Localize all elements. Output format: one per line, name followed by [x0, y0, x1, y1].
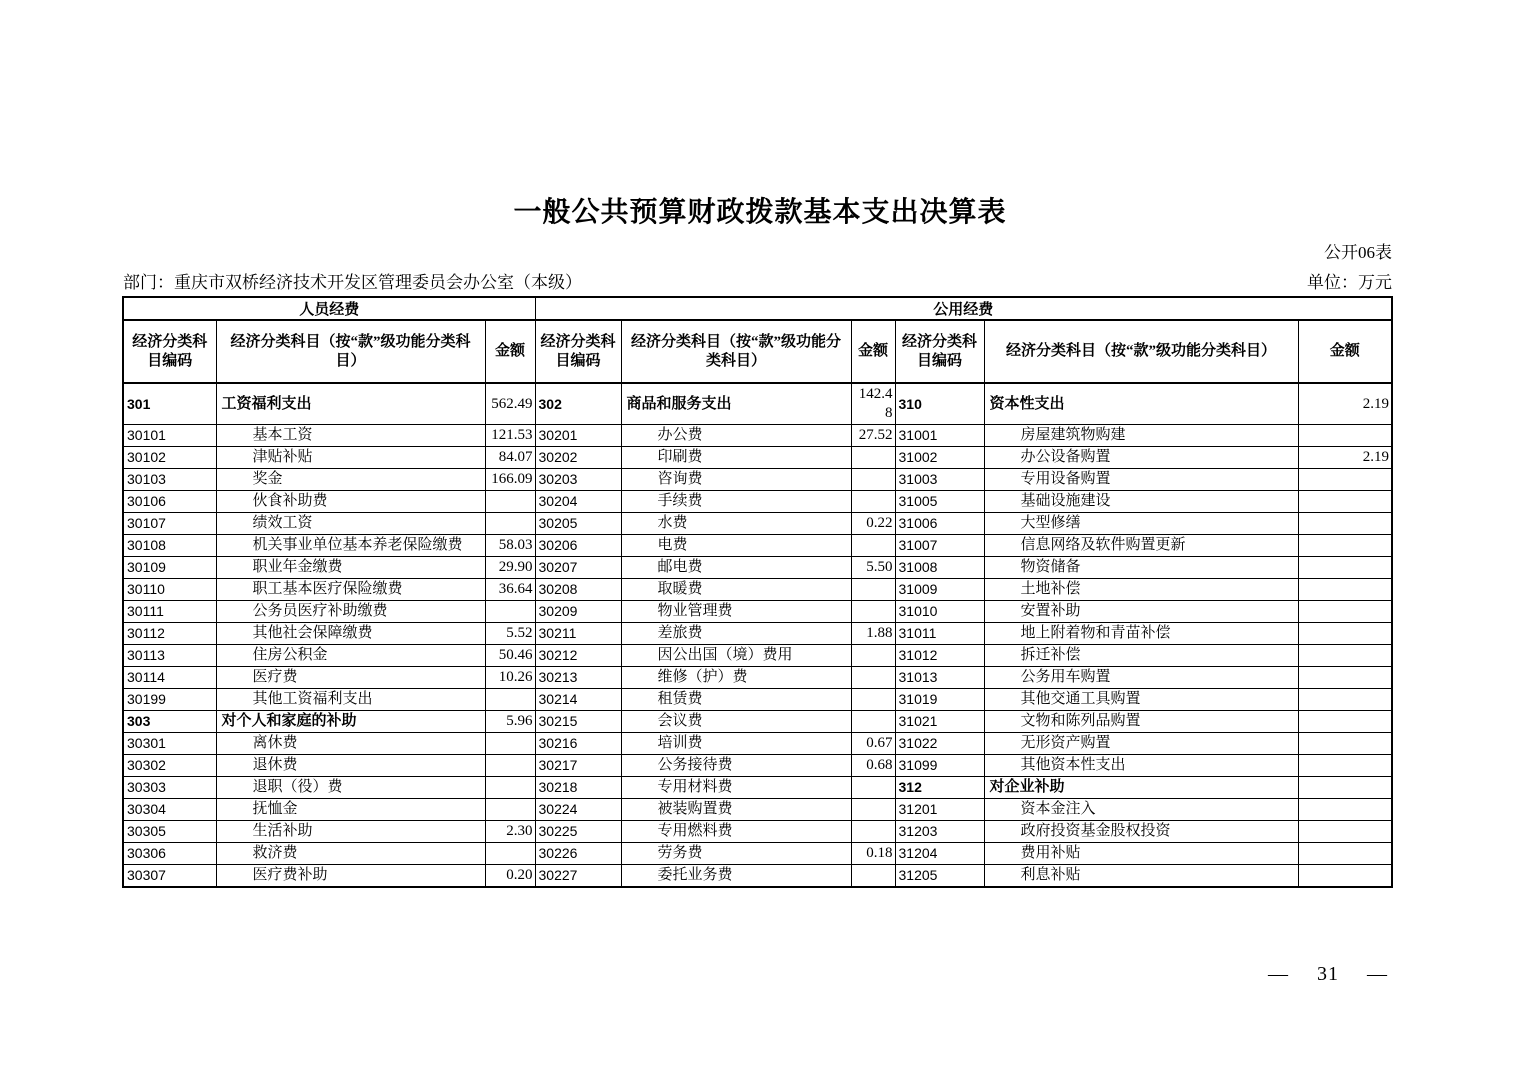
subject-cell: 其他社会保障缴费	[216, 623, 485, 645]
amount-cell: 36.64	[485, 579, 535, 601]
table-row	[123, 733, 1392, 755]
amount-cell	[1298, 557, 1392, 579]
code-cell: 31009	[895, 579, 984, 601]
code-cell: 30112	[123, 623, 216, 645]
subject-cell: 基本工资	[216, 425, 485, 447]
code-cell: 30224	[535, 799, 621, 821]
table-row	[123, 383, 1392, 425]
subject-cell: 生活补助	[216, 821, 485, 843]
amount-cell	[851, 711, 895, 733]
amount-cell	[1298, 535, 1392, 557]
table-row	[123, 579, 1392, 601]
amount-cell: 0.18	[851, 843, 895, 865]
subject-cell: 伙食补助费	[216, 491, 485, 513]
amount-cell: 50.46	[485, 645, 535, 667]
amount-cell: 5.50	[851, 557, 895, 579]
amount-cell: 2.19	[1298, 383, 1392, 425]
expenditure-table-wrapper	[122, 296, 1393, 888]
subject-cell: 大型修缮	[984, 513, 1298, 535]
amount-cell	[1298, 689, 1392, 711]
code-cell: 31010	[895, 601, 984, 623]
subject-cell: 津贴补贴	[216, 447, 485, 469]
amount-cell	[485, 843, 535, 865]
code-cell: 31022	[895, 733, 984, 755]
amount-cell	[485, 601, 535, 623]
table-row	[123, 469, 1392, 491]
amount-cell	[485, 491, 535, 513]
amount-cell	[1298, 865, 1392, 888]
code-cell: 30218	[535, 777, 621, 799]
subject-cell: 医疗费补助	[216, 865, 485, 888]
amount-cell	[1298, 667, 1392, 689]
subject-cell: 救济费	[216, 843, 485, 865]
group-header-personnel: 人员经费	[123, 297, 535, 320]
amount-cell: 29.90	[485, 557, 535, 579]
amount-cell: 84.07	[485, 447, 535, 469]
code-cell: 30227	[535, 865, 621, 888]
unit-label: 单位：万元	[1307, 273, 1392, 292]
table-row	[123, 425, 1392, 447]
code-cell: 30306	[123, 843, 216, 865]
code-cell: 312	[895, 777, 984, 799]
amount-cell	[1298, 579, 1392, 601]
col-header-subject-1: 经济分类科目（按“款”级功能分类科目）	[216, 320, 485, 383]
subject-cell: 抚恤金	[216, 799, 485, 821]
code-cell: 31204	[895, 843, 984, 865]
code-cell: 30225	[535, 821, 621, 843]
amount-cell	[851, 689, 895, 711]
amount-cell	[1298, 799, 1392, 821]
amount-cell	[851, 535, 895, 557]
code-cell: 31013	[895, 667, 984, 689]
subject-cell: 职业年金缴费	[216, 557, 485, 579]
code-cell: 30208	[535, 579, 621, 601]
code-cell: 31201	[895, 799, 984, 821]
code-cell: 310	[895, 383, 984, 425]
code-cell: 30213	[535, 667, 621, 689]
code-cell: 31011	[895, 623, 984, 645]
subject-cell: 物业管理费	[621, 601, 851, 623]
subject-cell: 其他交通工具购置	[984, 689, 1298, 711]
amount-cell	[1298, 711, 1392, 733]
amount-cell	[1298, 755, 1392, 777]
subject-cell: 职工基本医疗保险缴费	[216, 579, 485, 601]
amount-cell	[485, 513, 535, 535]
code-cell: 30211	[535, 623, 621, 645]
amount-cell	[851, 667, 895, 689]
amount-cell	[851, 865, 895, 888]
subject-cell: 工资福利支出	[216, 383, 485, 425]
amount-cell: 0.22	[851, 513, 895, 535]
subject-cell: 无形资产购置	[984, 733, 1298, 755]
table-row	[123, 557, 1392, 579]
code-cell: 31008	[895, 557, 984, 579]
amount-cell	[851, 645, 895, 667]
amount-cell	[1298, 623, 1392, 645]
subject-cell: 专用设备购置	[984, 469, 1298, 491]
code-cell: 30103	[123, 469, 216, 491]
table-row	[123, 447, 1392, 469]
subject-cell: 商品和服务支出	[621, 383, 851, 425]
subject-cell: 水费	[621, 513, 851, 535]
amount-cell: 142.48	[851, 383, 895, 425]
subject-cell: 印刷费	[621, 447, 851, 469]
table-row	[123, 513, 1392, 535]
code-cell: 30114	[123, 667, 216, 689]
subject-cell: 培训费	[621, 733, 851, 755]
table-row	[123, 843, 1392, 865]
subject-cell: 委托业务费	[621, 865, 851, 888]
amount-cell	[1298, 425, 1392, 447]
col-header-code-3: 经济分类科目编码	[895, 320, 984, 383]
subject-cell: 退职（役）费	[216, 777, 485, 799]
subject-cell: 租赁费	[621, 689, 851, 711]
code-cell: 30215	[535, 711, 621, 733]
code-cell: 30109	[123, 557, 216, 579]
subject-cell: 地上附着物和青苗补偿	[984, 623, 1298, 645]
code-cell: 31003	[895, 469, 984, 491]
code-cell: 31019	[895, 689, 984, 711]
table-row	[123, 667, 1392, 689]
subject-cell: 办公设备购置	[984, 447, 1298, 469]
page-number: — 31 —	[1268, 963, 1388, 985]
subject-cell: 退休费	[216, 755, 485, 777]
table-row	[123, 711, 1392, 733]
amount-cell	[851, 447, 895, 469]
code-cell: 30212	[535, 645, 621, 667]
amount-cell	[485, 755, 535, 777]
table-row	[123, 601, 1392, 623]
subject-cell: 机关事业单位基本养老保险缴费	[216, 535, 485, 557]
code-cell: 30203	[535, 469, 621, 491]
code-cell: 30216	[535, 733, 621, 755]
table-row	[123, 865, 1392, 888]
code-cell: 301	[123, 383, 216, 425]
subject-cell: 离休费	[216, 733, 485, 755]
subject-cell: 政府投资基金股权投资	[984, 821, 1298, 843]
col-header-subject-2: 经济分类科目（按“款”级功能分类科目）	[621, 320, 851, 383]
amount-cell: 166.09	[485, 469, 535, 491]
subject-cell: 资本性支出	[984, 383, 1298, 425]
subject-cell: 咨询费	[621, 469, 851, 491]
code-cell: 31099	[895, 755, 984, 777]
subject-cell: 奖金	[216, 469, 485, 491]
amount-cell	[1298, 733, 1392, 755]
amount-cell: 10.26	[485, 667, 535, 689]
code-cell: 30201	[535, 425, 621, 447]
code-cell: 303	[123, 711, 216, 733]
amount-cell	[851, 491, 895, 513]
subject-cell: 费用补贴	[984, 843, 1298, 865]
amount-cell: 0.68	[851, 755, 895, 777]
amount-cell	[851, 601, 895, 623]
col-header-subject-3: 经济分类科目（按“款”级功能分类科目）	[984, 320, 1298, 383]
code-cell: 30301	[123, 733, 216, 755]
code-cell: 30307	[123, 865, 216, 888]
col-header-amount-1: 金额	[485, 320, 535, 383]
group-header-public: 公用经费	[535, 297, 1392, 320]
expenditure-table	[122, 296, 1393, 888]
subject-cell: 维修（护）费	[621, 667, 851, 689]
subject-cell: 住房公积金	[216, 645, 485, 667]
table-row	[123, 491, 1392, 513]
amount-cell	[1298, 821, 1392, 843]
col-header-code-2: 经济分类科目编码	[535, 320, 621, 383]
code-cell: 30111	[123, 601, 216, 623]
amount-cell	[851, 777, 895, 799]
table-body	[123, 383, 1392, 887]
amount-cell	[851, 799, 895, 821]
amount-cell: 5.52	[485, 623, 535, 645]
subject-cell: 安置补助	[984, 601, 1298, 623]
page-title: 一般公共预算财政拨款基本支出决算表	[513, 197, 1007, 228]
code-cell: 31007	[895, 535, 984, 557]
code-cell: 31005	[895, 491, 984, 513]
table-row	[123, 755, 1392, 777]
code-cell: 30113	[123, 645, 216, 667]
amount-cell: 121.53	[485, 425, 535, 447]
subject-cell: 医疗费	[216, 667, 485, 689]
code-cell: 302	[535, 383, 621, 425]
subject-cell: 文物和陈列品购置	[984, 711, 1298, 733]
table-row	[123, 535, 1392, 557]
code-cell: 31001	[895, 425, 984, 447]
subject-cell: 基础设施建设	[984, 491, 1298, 513]
code-cell: 30214	[535, 689, 621, 711]
code-cell: 30110	[123, 579, 216, 601]
subject-cell: 资本金注入	[984, 799, 1298, 821]
subject-cell: 其他资本性支出	[984, 755, 1298, 777]
code-cell: 30206	[535, 535, 621, 557]
subject-cell: 拆迁补偿	[984, 645, 1298, 667]
table-row	[123, 645, 1392, 667]
subject-cell: 取暖费	[621, 579, 851, 601]
code-cell: 30106	[123, 491, 216, 513]
code-cell: 30217	[535, 755, 621, 777]
department-line: 部门：重庆市双桥经济技术开发区管理委员会办公室（本级）	[123, 273, 582, 292]
form-number-label: 公开06表	[1324, 243, 1392, 262]
amount-cell: 58.03	[485, 535, 535, 557]
subject-cell: 被装购置费	[621, 799, 851, 821]
amount-cell: 0.20	[485, 865, 535, 888]
amount-cell: 2.19	[1298, 447, 1392, 469]
table-row	[123, 799, 1392, 821]
amount-cell	[851, 469, 895, 491]
amount-cell: 1.88	[851, 623, 895, 645]
table-row	[123, 689, 1392, 711]
code-cell: 30202	[535, 447, 621, 469]
amount-cell	[485, 733, 535, 755]
code-cell: 31021	[895, 711, 984, 733]
subject-cell: 专用材料费	[621, 777, 851, 799]
subject-cell: 物资储备	[984, 557, 1298, 579]
subject-cell: 因公出国（境）费用	[621, 645, 851, 667]
code-cell: 31203	[895, 821, 984, 843]
code-cell: 31002	[895, 447, 984, 469]
code-cell: 30305	[123, 821, 216, 843]
subject-cell: 公务员医疗补助缴费	[216, 601, 485, 623]
code-cell: 31012	[895, 645, 984, 667]
code-cell: 30108	[123, 535, 216, 557]
subject-cell: 劳务费	[621, 843, 851, 865]
amount-cell	[485, 777, 535, 799]
amount-cell	[1298, 601, 1392, 623]
subject-cell: 其他工资福利支出	[216, 689, 485, 711]
amount-cell	[485, 689, 535, 711]
code-cell: 30209	[535, 601, 621, 623]
amount-cell	[1298, 645, 1392, 667]
amount-cell	[485, 799, 535, 821]
amount-cell: 0.67	[851, 733, 895, 755]
subject-cell: 手续费	[621, 491, 851, 513]
subject-cell: 对企业补助	[984, 777, 1298, 799]
code-cell: 30303	[123, 777, 216, 799]
table-row	[123, 623, 1392, 645]
amount-cell	[1298, 469, 1392, 491]
code-cell: 30107	[123, 513, 216, 535]
amount-cell	[1298, 777, 1392, 799]
subject-cell: 对个人和家庭的补助	[216, 711, 485, 733]
subject-cell: 办公费	[621, 425, 851, 447]
code-cell: 30101	[123, 425, 216, 447]
code-cell: 30302	[123, 755, 216, 777]
col-header-code-1: 经济分类科目编码	[123, 320, 216, 383]
code-cell: 30205	[535, 513, 621, 535]
table-row	[123, 821, 1392, 843]
amount-cell: 27.52	[851, 425, 895, 447]
amount-cell	[1298, 843, 1392, 865]
code-cell: 30102	[123, 447, 216, 469]
table-row	[123, 777, 1392, 799]
amount-cell: 562.49	[485, 383, 535, 425]
subject-cell: 土地补偿	[984, 579, 1298, 601]
subject-cell: 邮电费	[621, 557, 851, 579]
subject-cell: 信息网络及软件购置更新	[984, 535, 1298, 557]
subject-cell: 会议费	[621, 711, 851, 733]
amount-cell: 2.30	[485, 821, 535, 843]
col-header-amount-3: 金额	[1298, 320, 1392, 383]
subject-cell: 电费	[621, 535, 851, 557]
code-cell: 30204	[535, 491, 621, 513]
amount-cell	[1298, 513, 1392, 535]
code-cell: 30304	[123, 799, 216, 821]
code-cell: 31006	[895, 513, 984, 535]
code-cell: 30199	[123, 689, 216, 711]
group-header-row	[123, 297, 1392, 320]
amount-cell	[851, 579, 895, 601]
column-header-row	[123, 320, 1392, 383]
subject-cell: 公务用车购置	[984, 667, 1298, 689]
code-cell: 30226	[535, 843, 621, 865]
subject-cell: 公务接待费	[621, 755, 851, 777]
subject-cell: 绩效工资	[216, 513, 485, 535]
amount-cell: 5.96	[485, 711, 535, 733]
col-header-amount-2: 金额	[851, 320, 895, 383]
code-cell: 30207	[535, 557, 621, 579]
subject-cell: 利息补贴	[984, 865, 1298, 888]
subject-cell: 差旅费	[621, 623, 851, 645]
code-cell: 31205	[895, 865, 984, 888]
amount-cell	[851, 821, 895, 843]
amount-cell	[1298, 491, 1392, 513]
subject-cell: 专用燃料费	[621, 821, 851, 843]
subject-cell: 房屋建筑物购建	[984, 425, 1298, 447]
